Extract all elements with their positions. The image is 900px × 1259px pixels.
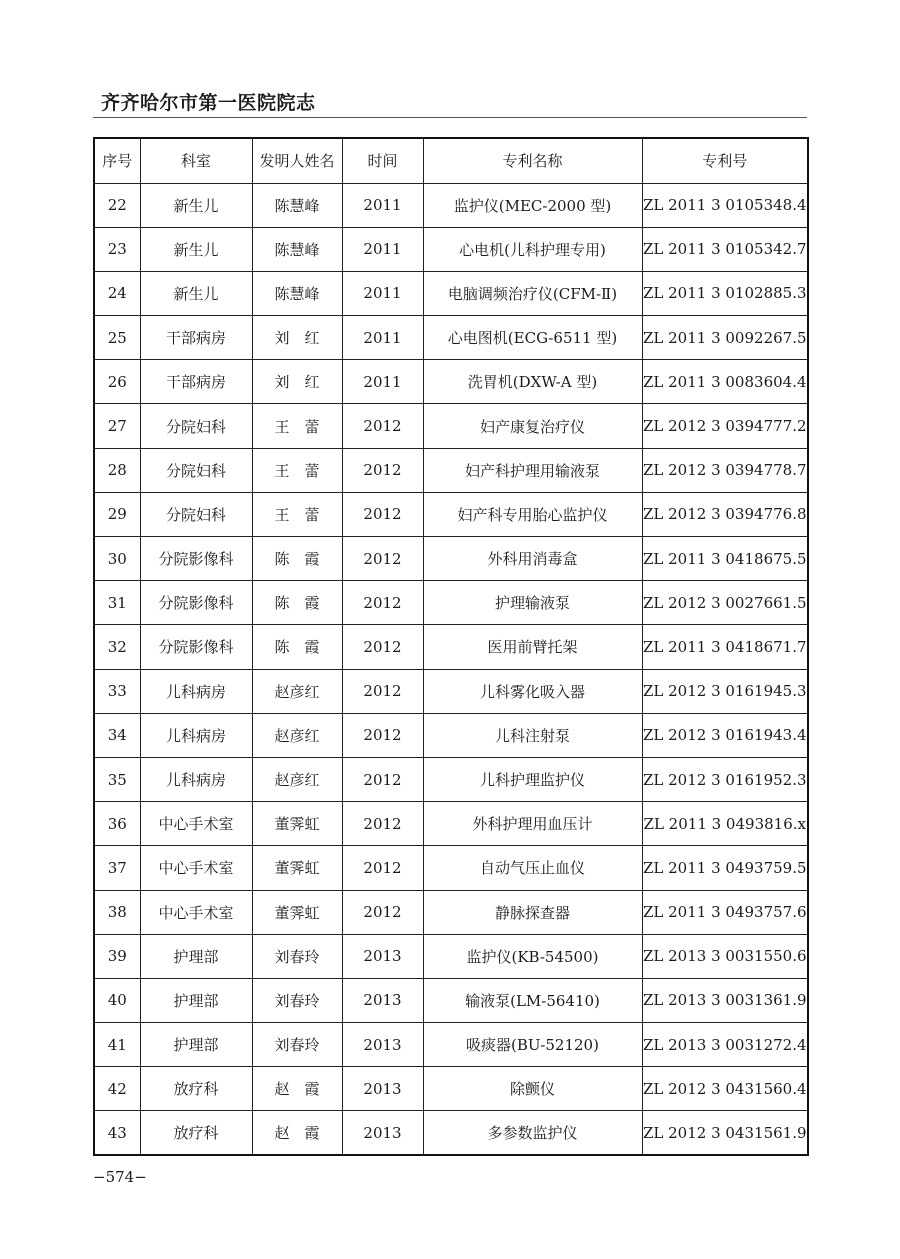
cell-patent-number: ZL 2012 3 0394778.7 (642, 448, 808, 492)
cell-department: 分院妇科 (140, 492, 252, 536)
cell-department: 儿科病房 (140, 713, 252, 757)
cell-patent-number: ZL 2013 3 0031272.4 (642, 1023, 808, 1067)
cell-department: 分院妇科 (140, 404, 252, 448)
cell-inventor: 董霁虹 (252, 890, 342, 934)
cell-index: 37 (94, 846, 140, 890)
cell-patent-name: 护理输液泵 (423, 581, 642, 625)
cell-inventor: 王 蕾 (252, 492, 342, 536)
cell-patent-name: 儿科注射泵 (423, 713, 642, 757)
cell-index: 28 (94, 448, 140, 492)
table-row (94, 581, 808, 625)
cell-department: 护理部 (140, 978, 252, 1022)
cell-inventor: 陈慧峰 (252, 183, 342, 227)
column-header-year: 时间 (342, 138, 423, 183)
cell-department: 新生儿 (140, 227, 252, 271)
cell-index: 35 (94, 757, 140, 801)
cell-inventor: 刘 红 (252, 360, 342, 404)
cell-inventor: 赵 霞 (252, 1111, 342, 1155)
column-header-patent-name: 专利名称 (423, 138, 642, 183)
cell-inventor: 董霁虹 (252, 802, 342, 846)
cell-patent-number: ZL 2011 3 0418675.5 (642, 537, 808, 581)
cell-year: 2012 (342, 537, 423, 581)
cell-patent-name: 除颤仪 (423, 1067, 642, 1111)
cell-year: 2013 (342, 934, 423, 978)
cell-inventor: 王 蕾 (252, 448, 342, 492)
cell-department: 干部病房 (140, 316, 252, 360)
cell-patent-name: 妇产康复治疗仪 (423, 404, 642, 448)
cell-index: 32 (94, 625, 140, 669)
cell-patent-number: ZL 2011 3 0083604.4 (642, 360, 808, 404)
cell-inventor: 刘 红 (252, 316, 342, 360)
cell-year: 2012 (342, 669, 423, 713)
cell-department: 护理部 (140, 934, 252, 978)
table-row (94, 492, 808, 536)
cell-year: 2012 (342, 625, 423, 669)
table-row (94, 625, 808, 669)
cell-patent-number: ZL 2012 3 0394776.8 (642, 492, 808, 536)
cell-patent-number: ZL 2011 3 0092267.5 (642, 316, 808, 360)
cell-index: 25 (94, 316, 140, 360)
cell-patent-name: 静脉探查器 (423, 890, 642, 934)
cell-patent-number: ZL 2012 3 0431561.9 (642, 1111, 808, 1155)
cell-year: 2013 (342, 978, 423, 1022)
cell-patent-number: ZL 2012 3 0161945.3 (642, 669, 808, 713)
cell-year: 2012 (342, 802, 423, 846)
cell-year: 2013 (342, 1111, 423, 1155)
cell-year: 2012 (342, 890, 423, 934)
cell-index: 24 (94, 271, 140, 315)
cell-patent-name: 心电机(儿科护理专用) (423, 227, 642, 271)
cell-patent-number: ZL 2012 3 0431560.4 (642, 1067, 808, 1111)
cell-patent-number: ZL 2013 3 0031550.6 (642, 934, 808, 978)
cell-index: 22 (94, 183, 140, 227)
cell-year: 2012 (342, 448, 423, 492)
table-row (94, 713, 808, 757)
cell-patent-number: ZL 2011 3 0493757.6 (642, 890, 808, 934)
cell-index: 40 (94, 978, 140, 1022)
cell-index: 27 (94, 404, 140, 448)
cell-inventor: 赵 霞 (252, 1067, 342, 1111)
cell-patent-name: 外科护理用血压计 (423, 802, 642, 846)
cell-index: 38 (94, 890, 140, 934)
cell-patent-number: ZL 2013 3 0031361.9 (642, 978, 808, 1022)
cell-patent-name: 吸痰器(BU-52120) (423, 1023, 642, 1067)
cell-inventor: 董霁虹 (252, 846, 342, 890)
cell-year: 2012 (342, 492, 423, 536)
cell-patent-name: 妇产科护理用输液泵 (423, 448, 642, 492)
cell-index: 43 (94, 1111, 140, 1155)
cell-year: 2011 (342, 183, 423, 227)
cell-patent-name: 电脑调频治疗仪(CFM-Ⅱ) (423, 271, 642, 315)
cell-year: 2013 (342, 1023, 423, 1067)
column-header-patent-number: 专利号 (642, 138, 808, 183)
cell-inventor: 刘春玲 (252, 1023, 342, 1067)
cell-year: 2011 (342, 316, 423, 360)
cell-patent-number: ZL 2012 3 0161943.4 (642, 713, 808, 757)
cell-index: 33 (94, 669, 140, 713)
table-row (94, 448, 808, 492)
cell-department: 中心手术室 (140, 890, 252, 934)
column-header-index: 序号 (94, 138, 140, 183)
table-row (94, 846, 808, 890)
table-body (94, 183, 808, 1155)
table-row (94, 978, 808, 1022)
cell-index: 30 (94, 537, 140, 581)
table-row (94, 360, 808, 404)
cell-patent-name: 儿科雾化吸入器 (423, 669, 642, 713)
cell-patent-name: 输液泵(LM-56410) (423, 978, 642, 1022)
cell-index: 23 (94, 227, 140, 271)
cell-year: 2011 (342, 271, 423, 315)
table-row (94, 1067, 808, 1111)
cell-department: 中心手术室 (140, 802, 252, 846)
header-rule (93, 117, 807, 118)
cell-year: 2012 (342, 757, 423, 801)
table-header-row (94, 138, 808, 183)
cell-department: 分院影像科 (140, 581, 252, 625)
cell-index: 34 (94, 713, 140, 757)
column-header-department: 科室 (140, 138, 252, 183)
table-row (94, 183, 808, 227)
cell-department: 分院妇科 (140, 448, 252, 492)
cell-patent-name: 多参数监护仪 (423, 1111, 642, 1155)
cell-patent-name: 洗胃机(DXW-A 型) (423, 360, 642, 404)
cell-inventor: 陈慧峰 (252, 271, 342, 315)
cell-patent-number: ZL 2011 3 0105342.7 (642, 227, 808, 271)
cell-patent-number: ZL 2012 3 0394777.2 (642, 404, 808, 448)
table-row (94, 669, 808, 713)
cell-index: 39 (94, 934, 140, 978)
cell-year: 2011 (342, 227, 423, 271)
cell-index: 26 (94, 360, 140, 404)
table-row (94, 757, 808, 801)
cell-index: 36 (94, 802, 140, 846)
table-row (94, 890, 808, 934)
cell-index: 42 (94, 1067, 140, 1111)
cell-year: 2012 (342, 581, 423, 625)
cell-inventor: 陈慧峰 (252, 227, 342, 271)
cell-patent-number: ZL 2011 3 0493759.5 (642, 846, 808, 890)
cell-department: 中心手术室 (140, 846, 252, 890)
cell-department: 放疗科 (140, 1067, 252, 1111)
table-row (94, 227, 808, 271)
cell-department: 儿科病房 (140, 669, 252, 713)
cell-index: 31 (94, 581, 140, 625)
page-number: −574− (93, 1168, 147, 1186)
cell-patent-number: ZL 2012 3 0027661.5 (642, 581, 808, 625)
cell-inventor: 陈 霞 (252, 625, 342, 669)
cell-inventor: 刘春玲 (252, 978, 342, 1022)
patent-table (93, 137, 809, 1156)
cell-department: 儿科病房 (140, 757, 252, 801)
cell-department: 新生儿 (140, 183, 252, 227)
page-header-title: 齐齐哈尔市第一医院院志 (101, 92, 316, 114)
cell-department: 分院影像科 (140, 625, 252, 669)
cell-patent-name: 外科用消毒盒 (423, 537, 642, 581)
cell-patent-number: ZL 2011 3 0493816.x (642, 802, 808, 846)
cell-inventor: 刘春玲 (252, 934, 342, 978)
table-row (94, 537, 808, 581)
cell-department: 护理部 (140, 1023, 252, 1067)
cell-inventor: 陈 霞 (252, 537, 342, 581)
cell-patent-number: ZL 2011 3 0102885.3 (642, 271, 808, 315)
cell-patent-number: ZL 2011 3 0418671.7 (642, 625, 808, 669)
table-row (94, 271, 808, 315)
cell-index: 29 (94, 492, 140, 536)
table-row (94, 1111, 808, 1155)
table-row (94, 802, 808, 846)
cell-patent-name: 监护仪(KB-54500) (423, 934, 642, 978)
table-row (94, 1023, 808, 1067)
cell-inventor: 赵彦红 (252, 713, 342, 757)
cell-patent-name: 儿科护理监护仪 (423, 757, 642, 801)
cell-inventor: 王 蕾 (252, 404, 342, 448)
cell-year: 2011 (342, 360, 423, 404)
cell-year: 2012 (342, 846, 423, 890)
cell-inventor: 陈 霞 (252, 581, 342, 625)
cell-patent-name: 心电图机(ECG-6511 型) (423, 316, 642, 360)
table-row (94, 316, 808, 360)
cell-year: 2012 (342, 713, 423, 757)
cell-department: 放疗科 (140, 1111, 252, 1155)
cell-index: 41 (94, 1023, 140, 1067)
cell-department: 新生儿 (140, 271, 252, 315)
cell-patent-number: ZL 2011 3 0105348.4 (642, 183, 808, 227)
cell-year: 2013 (342, 1067, 423, 1111)
column-header-inventor: 发明人姓名 (252, 138, 342, 183)
cell-patent-number: ZL 2012 3 0161952.3 (642, 757, 808, 801)
cell-patent-name: 妇产科专用胎心监护仪 (423, 492, 642, 536)
cell-department: 干部病房 (140, 360, 252, 404)
table-row (94, 404, 808, 448)
cell-year: 2012 (342, 404, 423, 448)
cell-inventor: 赵彦红 (252, 669, 342, 713)
cell-patent-name: 医用前臂托架 (423, 625, 642, 669)
table-row (94, 934, 808, 978)
cell-department: 分院影像科 (140, 537, 252, 581)
cell-patent-name: 监护仪(MEC-2000 型) (423, 183, 642, 227)
cell-inventor: 赵彦红 (252, 757, 342, 801)
cell-patent-name: 自动气压止血仪 (423, 846, 642, 890)
